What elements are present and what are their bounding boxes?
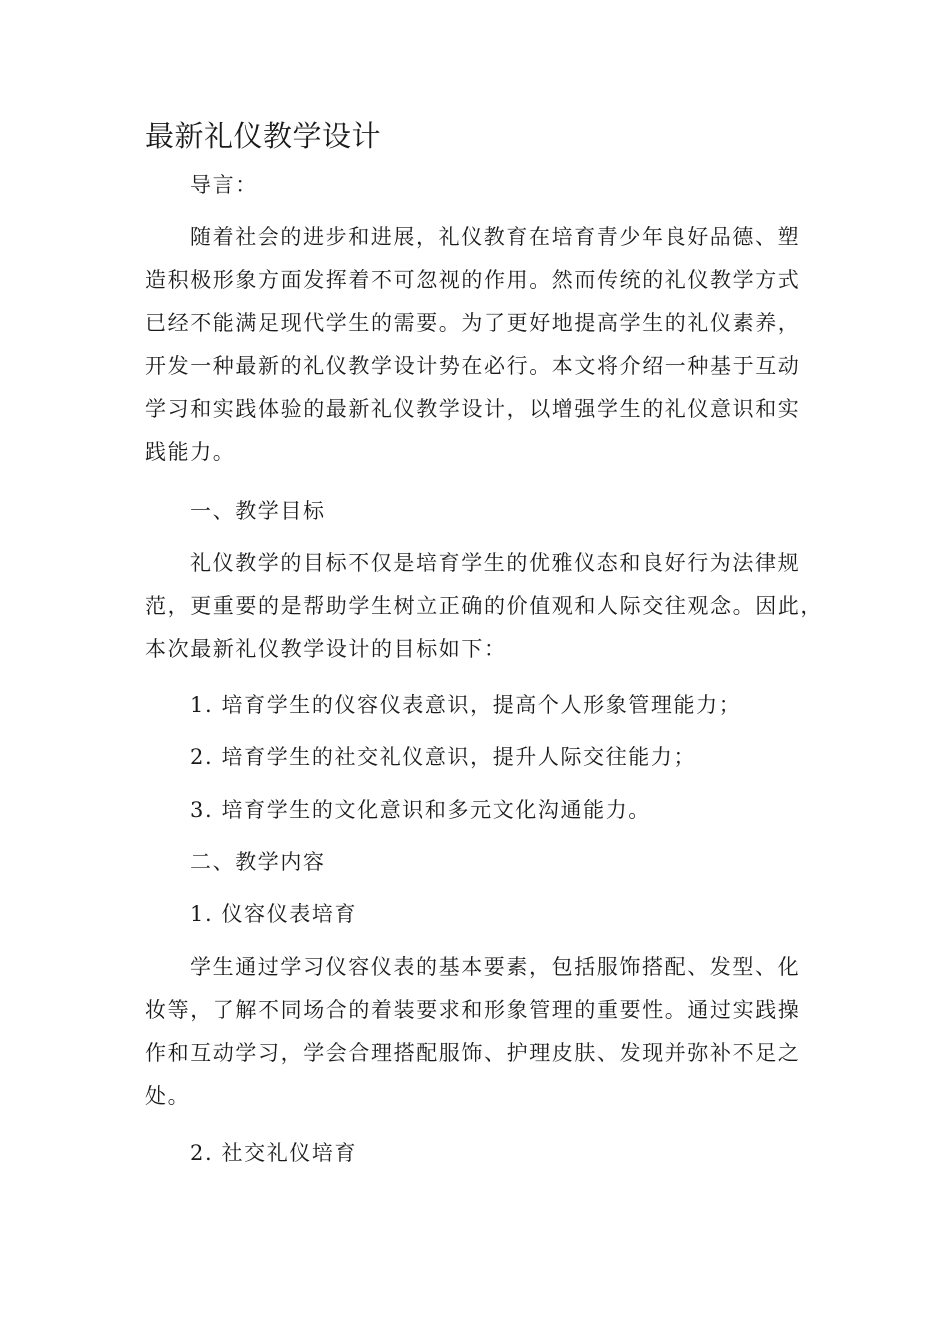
intro-line: 已经不能满足现代学生的需要。为了更好地提高学生的礼仪素养， [145, 311, 801, 335]
subsection-heading: 2. 社交礼仪培育 [190, 1141, 358, 1165]
intro-heading: 导言： [190, 173, 258, 197]
subsection-paragraph-line: 学生通过学习仪容仪表的基本要素，包括服饰搭配、发型、化 [190, 955, 801, 979]
intro-line: 造积极形象方面发挥着不可忽视的作用。然而传统的礼仪教学方式 [145, 268, 801, 292]
section-heading-goals: 一、教学目标 [190, 499, 326, 523]
goal-item: 2. 培育学生的社交礼仪意识，提升人际交往能力； [190, 745, 697, 769]
goals-paragraph-line: 本次最新礼仪教学设计的目标如下： [145, 637, 507, 661]
document-title: 最新礼仪教学设计 [145, 119, 382, 153]
goal-item: 1. 培育学生的仪容仪表意识，提高个人形象管理能力； [190, 693, 742, 717]
intro-line: 学习和实践体验的最新礼仪教学设计，以增强学生的礼仪意识和实 [145, 397, 801, 421]
goal-item: 3. 培育学生的文化意识和多元文化沟通能力。 [190, 798, 651, 822]
section-heading-content: 二、教学内容 [190, 850, 326, 874]
subsection-paragraph-line: 妆等，了解不同场合的着装要求和形象管理的重要性。通过实践操 [145, 998, 801, 1022]
intro-line: 随着社会的进步和进展，礼仪教育在培育青少年良好品德、塑 [190, 225, 801, 249]
intro-line: 开发一种最新的礼仪教学设计势在必行。本文将介绍一种基于互动 [145, 354, 801, 378]
goals-paragraph-line: 礼仪教学的目标不仅是培育学生的优雅仪态和良好行为法律规 [190, 551, 801, 575]
goals-paragraph-line: 范，更重要的是帮助学生树立正确的价值观和人际交往观念。因此， [145, 594, 823, 618]
subsection-paragraph-line: 处。 [145, 1084, 191, 1108]
subsection-paragraph-line: 作和互动学习，学会合理搭配服饰、护理皮肤、发现并弥补不足之 [145, 1041, 801, 1065]
intro-line: 践能力。 [145, 440, 236, 464]
subsection-heading: 1. 仪容仪表培育 [190, 902, 358, 926]
